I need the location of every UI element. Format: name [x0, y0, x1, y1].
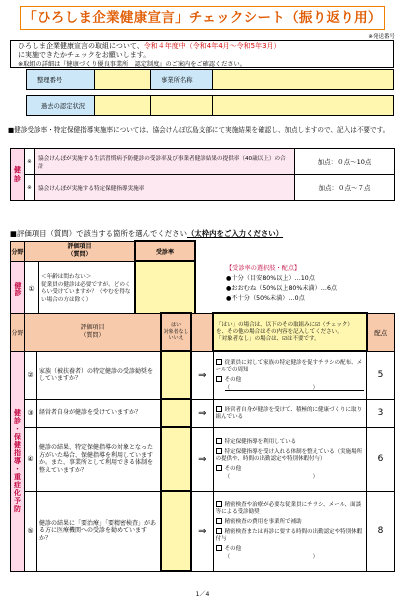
- q4-question: 健診の結果、特定保健指導の対象となった方がいた場合、保健指導を利用していますか。また、事業所として利用できる体制を整えていますか？: [37, 427, 162, 491]
- auto-row-2-star: ※: [25, 175, 35, 201]
- intro-text: ひろしま企業健康宣言の取組について、: [18, 42, 144, 50]
- q2-other-label: その他: [224, 377, 242, 384]
- q2-other-input[interactable]: （ ）: [225, 385, 364, 391]
- auto-row-1-star: ※: [25, 149, 35, 175]
- q3-answer-select[interactable]: [161, 399, 191, 427]
- auto-scoring-note: ■健診受診率・特定保健指導実施率については、協会けんぽ広島支部にて実施結果を確認し、加点しますので、記入は不要です。: [8, 126, 390, 134]
- legend-item: ●おおむね（50%以上80%未満）…6点: [226, 285, 338, 292]
- document-number-label: ※発送番号: [368, 34, 395, 40]
- q4-other-checkbox[interactable]: [216, 465, 222, 471]
- checkup-side-label: 健診: [11, 149, 25, 201]
- q4-answer-select[interactable]: [161, 427, 191, 491]
- col-note: 「はい」の場合は、以下のその取組みに☑（チェック）を、その他の場合はその内容を記入してください。 「対象者なし」の場合は、☑は不要です。: [213, 313, 366, 351]
- q4-score: 6: [367, 427, 395, 491]
- auto-row-1-points: 加点：０点～10点: [295, 149, 395, 175]
- past-status-label: 過去の認定状況: [27, 96, 95, 116]
- q5-other-label: その他: [224, 546, 242, 552]
- q4-other-input[interactable]: （ ）: [224, 473, 319, 480]
- q2-options: [213, 351, 366, 399]
- q4-option-checkbox[interactable]: [216, 448, 222, 454]
- legend-item: ●十分（目安80%以上）…10点: [226, 275, 315, 282]
- page-title: 「ひろしま企業健康宣言」チェックシート（振り返り用）: [20, 6, 385, 30]
- intro-note: ※取組の詳細は『健康づくり優良事業所 認定制度』のご案内をご確認ください。: [18, 61, 246, 68]
- intro-period: 令和４年度中（令和4年4月～令和5年3月）: [143, 42, 281, 50]
- auto-row-1-text: 協会けんぽが実施する生活習慣病予防健診の受診率及び事業者健診結果の提供率（40歳以上）の合計: [35, 149, 295, 175]
- q4-arrow-icon: ⇒: [191, 427, 213, 491]
- q3-options: [213, 399, 366, 427]
- main-side-label: [11, 351, 25, 571]
- section-heading-emphasis: （太枠内をご入力ください）: [186, 229, 284, 238]
- q2-option-checkbox[interactable]: [216, 359, 222, 365]
- legend-item: ●不十分（50%未満）…0点: [226, 295, 305, 302]
- q1-rate-select[interactable]: [135, 261, 195, 317]
- intro-box: [10, 40, 394, 69]
- q5-other-checkbox[interactable]: [216, 545, 222, 551]
- q5-number: ⑤: [25, 491, 37, 571]
- q1-number: ①: [25, 261, 39, 317]
- col-category: 分野: [11, 313, 25, 351]
- q5-option-label: 精密検査または再診に要する時間の出勤認定や特別休暇付与: [215, 529, 363, 542]
- q2-score: 5: [367, 351, 395, 399]
- q5-option-checkbox[interactable]: [216, 528, 222, 534]
- office-info-form: [26, 69, 394, 116]
- q3-option-checkbox[interactable]: [216, 406, 222, 412]
- past-status-cell-3[interactable]: [213, 96, 394, 116]
- auto-row-2-text: 協会けんぽが実施する特定保健指導実施率: [35, 175, 295, 201]
- col-item: 評価項目 （質問）: [25, 313, 162, 351]
- q5-options: [213, 491, 366, 571]
- q5-other-input[interactable]: （ ）: [224, 554, 319, 560]
- reg-no-input[interactable]: [95, 70, 151, 90]
- auto-row-2-points: 加点：０点～７点: [295, 175, 395, 201]
- q4-option-label: 特定保健指導を受け入れる体制を整えている（実施場所の提供や、時間の出勤認定や特別休暇付与）: [215, 448, 363, 462]
- col-rate: 受診率: [135, 241, 195, 261]
- q4-other-label: その他: [224, 465, 242, 472]
- rate-legend: [226, 264, 401, 304]
- q5-option-label: 精密検査や治療が必要な従業員にチラシ、メール、面談等による受診勧奨: [215, 502, 362, 515]
- q2-number: ②: [25, 351, 37, 399]
- q1-side-label: 健診: [11, 261, 25, 317]
- page-number: 1／4: [195, 591, 210, 598]
- q2-arrow-icon: ⇒: [191, 351, 213, 399]
- q5-score: 8: [367, 491, 395, 571]
- intro-text-2: に実施できたかチェックをお願いします。: [18, 51, 151, 59]
- office-name-label: 事業所名称: [151, 70, 213, 90]
- section-heading-text: ■評価項目（質問）で該当する箇所を選んでください: [10, 229, 187, 238]
- past-status-cell-2[interactable]: [151, 96, 213, 116]
- auto-scored-items: [10, 148, 395, 201]
- q1-question: ＜年齢は問わない＞ 従業員の健診は必要ですが、どのくらい受けていますか？（やむを得ない場合の方は除く）: [39, 261, 136, 317]
- q5-arrow-icon: ⇒: [191, 491, 213, 571]
- q2-other-checkbox[interactable]: [216, 376, 222, 382]
- col-yes-no: はい 対象者なし いいえ: [161, 313, 191, 351]
- q3-score: 3: [367, 399, 395, 427]
- col-category: 分野: [11, 241, 25, 261]
- q5-answer-select[interactable]: [161, 491, 191, 571]
- q4-options: [213, 427, 366, 491]
- q2-answer-select[interactable]: [161, 351, 191, 399]
- reg-no-label: 整理番号: [27, 70, 95, 90]
- question-1-table: [10, 240, 196, 318]
- q4-option-label: 特定保健指導を利用している: [224, 438, 297, 445]
- main-question-table: [10, 312, 395, 572]
- q4-number: ④: [25, 427, 37, 491]
- q5-option-checkbox[interactable]: [216, 501, 222, 507]
- q5-question: 健診の結果に「要治療」「要精密検査」がある方に医療機関への受診を勧めていますか？: [37, 491, 162, 571]
- main-side-text: 健診・保健指導・重症化予防: [13, 409, 22, 513]
- section-heading: [10, 228, 400, 239]
- q5-option-label: 精密検査の費用を事業所で補助: [224, 519, 302, 525]
- q2-question: 家族（被扶養者）の特定健診の受診勧奨をしていますか？: [37, 351, 162, 399]
- col-score: 配点: [367, 313, 395, 351]
- header-arrow-cell: [191, 313, 213, 351]
- q3-question: 経営者自身が健診を受けていますか？: [37, 399, 162, 427]
- office-name-input[interactable]: [213, 70, 394, 90]
- q3-number: ③: [25, 399, 37, 427]
- q3-option-label: 経営者自身が健診を受けて、積極的に健康づくりに取り組んでいる: [215, 406, 363, 420]
- q2-option-label: 従業員に対して家族の特定健診を促すチラシの配布、メールでの周知: [215, 360, 363, 374]
- q4-option-checkbox[interactable]: [216, 438, 222, 444]
- q5-option-checkbox[interactable]: [216, 518, 222, 524]
- q3-arrow-icon: ⇒: [191, 399, 213, 427]
- legend-title: 【受診率の選択肢・配点】: [226, 265, 301, 272]
- past-status-cell-1[interactable]: [95, 96, 151, 116]
- col-item: 評価項目 （質問）: [25, 241, 136, 261]
